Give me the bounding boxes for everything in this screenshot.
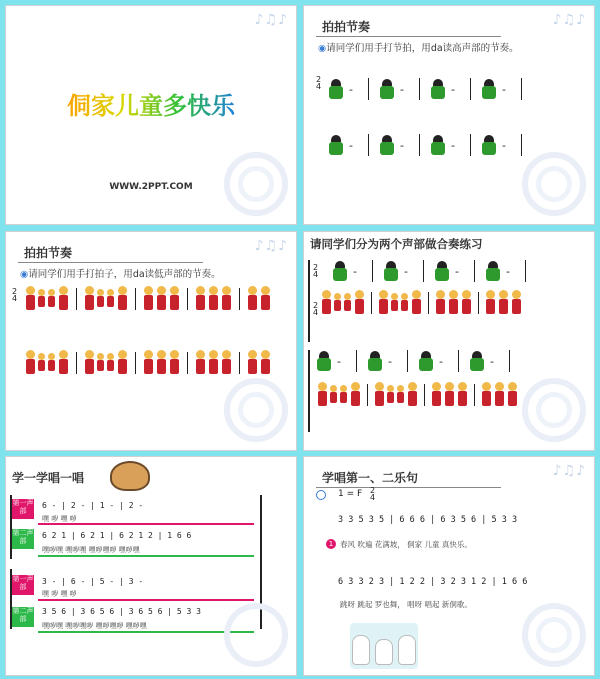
bear-icon xyxy=(208,286,219,312)
barline xyxy=(239,352,240,374)
barline xyxy=(478,292,479,314)
barline xyxy=(76,352,77,374)
dash: - xyxy=(400,82,404,96)
watermark-logo-inner xyxy=(536,166,572,202)
notes-row-3: 3 - | 6 - | 5 - | 3 - xyxy=(42,577,144,586)
bullet-circle-icon xyxy=(316,490,326,500)
watermark-logo-inner xyxy=(536,617,572,653)
bear-icon xyxy=(260,286,271,312)
watermark-logo-inner xyxy=(238,392,274,428)
part2-staff-line xyxy=(38,555,254,557)
bear-icon xyxy=(401,293,409,313)
bear-icon xyxy=(344,293,352,313)
dash: - xyxy=(506,264,510,278)
instruction-prefix: 请同学们用手打节拍，用 xyxy=(326,43,431,54)
bear-icon xyxy=(494,382,505,408)
dash: - xyxy=(353,264,357,278)
part1-staff-line xyxy=(38,599,254,601)
bear-icon xyxy=(58,286,69,312)
barline xyxy=(135,352,136,374)
notes-row-2: 6 2 1 | 6 2 1 | 6 2 1 2 | 1 6 6 xyxy=(42,531,192,540)
lyrics-row-4: 嘿哕嘿 嘿哕嘿哕 嘿哕嘿哕 嘿哕嘿 xyxy=(42,622,147,630)
bear-icon xyxy=(117,286,128,312)
time-signature: 2 4 xyxy=(12,287,18,303)
frog-icon xyxy=(434,261,450,281)
barline xyxy=(407,350,408,372)
barline xyxy=(356,350,357,372)
section-title: 拍拍节奏 xyxy=(322,20,371,34)
bear-icon xyxy=(374,382,385,408)
bear-icon xyxy=(38,289,46,309)
dash: - xyxy=(502,82,506,96)
barline xyxy=(135,288,136,310)
part1-label: 第一声部 xyxy=(12,499,34,519)
bear-icon xyxy=(48,289,56,309)
bear-icon xyxy=(97,353,105,373)
system-bracket xyxy=(308,260,310,342)
frog-icon xyxy=(379,135,395,155)
slide-1-title[interactable] xyxy=(5,5,297,225)
barline xyxy=(372,260,373,282)
ensemble-low-row-2 xyxy=(316,382,519,408)
site-url: WWW.2PPT.COM xyxy=(109,182,193,192)
bear-icon xyxy=(208,350,219,376)
melody-line-1: 3 3 5 3 5 | 6 6 6 | 6 3 5 6 | 5 3 3 xyxy=(338,515,518,525)
bear-icon xyxy=(334,293,342,313)
bear-icon xyxy=(507,382,518,408)
rhythm-row-1 xyxy=(24,286,272,312)
bear-icon xyxy=(195,350,206,376)
bear-icon xyxy=(498,290,509,316)
dash: - xyxy=(337,354,341,368)
frog-icon xyxy=(383,261,399,281)
instruction-syllable: da xyxy=(430,43,443,54)
bear-icon xyxy=(321,290,332,316)
bear-icon xyxy=(317,382,328,408)
frog-icon xyxy=(367,351,383,371)
bear-icon xyxy=(107,289,115,309)
barline xyxy=(187,288,188,310)
bear-icon xyxy=(25,350,36,376)
frog-icon xyxy=(328,135,344,155)
slide-2-rhythm-high[interactable] xyxy=(303,5,595,225)
frog-icon xyxy=(316,351,332,371)
watermark-logo-inner xyxy=(238,166,274,202)
barline xyxy=(428,292,429,314)
lyrics-line-1: 春风 吹遍 花满坡， 侗家 儿童 真快乐。 xyxy=(340,540,472,549)
bear-icon xyxy=(247,350,258,376)
barline xyxy=(371,292,372,314)
time-signature: 2 4 xyxy=(316,75,322,91)
barline xyxy=(474,260,475,282)
bear-icon xyxy=(511,290,522,316)
slide-6-phrases[interactable] xyxy=(303,456,595,676)
lyrics-row-3: 嘿 哕 嘿 哕 xyxy=(42,590,77,598)
melody-line-2: 6 3 3 2 3 | 1 2 2 | 3 2 3 1 2 | 1 6 6 xyxy=(338,577,528,587)
watermark-logo-inner xyxy=(536,392,572,428)
bear-icon xyxy=(485,290,496,316)
bear-icon xyxy=(397,385,405,405)
title-underline xyxy=(18,262,203,263)
bear-icon xyxy=(260,350,271,376)
barline xyxy=(187,352,188,374)
barline xyxy=(474,384,475,406)
barline xyxy=(423,260,424,282)
key-signature: 1 = F xyxy=(338,489,363,499)
instruction-suffix: 读低声部的节奏。 xyxy=(144,269,221,280)
bear-icon xyxy=(407,382,418,408)
bear-icon xyxy=(143,350,154,376)
notes-row-1: 6 - | 2 - | 1 - | 2 - xyxy=(42,501,144,510)
barline xyxy=(368,78,369,100)
bullet-icon: ◉ xyxy=(318,43,327,54)
time-signature: 2 4 xyxy=(313,301,319,317)
lyrics-line-2: 跳呀 跳起 罗也舞， 唱呀 唱起 新侗歌。 xyxy=(340,600,472,609)
bear-icon xyxy=(435,290,446,316)
music-notes-decoration: ♪♫♪ xyxy=(254,12,288,28)
dash: - xyxy=(439,354,443,368)
part2-staff-line xyxy=(38,631,254,633)
watermark-logo xyxy=(224,603,288,667)
time-signature: 2 4 xyxy=(370,486,376,502)
bear-icon xyxy=(457,382,468,408)
section-title: 请同学们分为两个声部做合奏练习 xyxy=(310,237,483,251)
dash: - xyxy=(451,82,455,96)
lyrics-row-2: 嘿哕嘿 嘿哕嘿 嘿哕嘿哕 嘿哕嘿 xyxy=(42,546,140,554)
bear-icon xyxy=(156,286,167,312)
bear-icon xyxy=(461,290,472,316)
bear-icon xyxy=(481,382,492,408)
slide-5-learn-sing[interactable] xyxy=(5,456,297,676)
dash: - xyxy=(349,138,353,152)
bear-icon xyxy=(156,350,167,376)
barline xyxy=(424,384,425,406)
music-notes-decoration: ♪♫♪ xyxy=(552,463,586,479)
frog-icon xyxy=(485,261,501,281)
bear-icon xyxy=(97,289,105,309)
frog-icon xyxy=(328,79,344,99)
bear-icon xyxy=(48,353,56,373)
barline xyxy=(525,260,526,282)
instruction-text xyxy=(318,40,519,54)
barline xyxy=(367,384,368,406)
frog-icon xyxy=(332,261,348,281)
barline xyxy=(239,288,240,310)
bear-icon xyxy=(431,382,442,408)
bear-icon xyxy=(378,290,389,316)
rhythm-row-2 xyxy=(328,134,532,156)
bear-icon xyxy=(330,385,338,405)
barline xyxy=(458,350,459,372)
system-bracket xyxy=(308,350,310,432)
frog-icon xyxy=(481,79,497,99)
lyrics-row-1: 嘿 哕 嘿 哕 xyxy=(42,515,77,523)
barline xyxy=(509,350,510,372)
bear-icon xyxy=(195,286,206,312)
bear-icon xyxy=(247,286,258,312)
bear-icon xyxy=(340,385,348,405)
slide-3-rhythm-low[interactable] xyxy=(5,231,297,451)
title-underline xyxy=(316,487,501,488)
ensemble-high-row-2 xyxy=(316,350,520,372)
bear-icon xyxy=(169,286,180,312)
barline xyxy=(368,134,369,156)
cats-illustration-icon xyxy=(350,623,418,669)
section-title: 拍拍节奏 xyxy=(24,246,73,260)
music-notes-decoration: ♪♫♪ xyxy=(552,12,586,28)
instruction-text xyxy=(20,266,221,280)
barline xyxy=(419,78,420,100)
bear-icon xyxy=(58,350,69,376)
dash: - xyxy=(502,138,506,152)
bear-icon xyxy=(84,286,95,312)
frog-icon xyxy=(379,79,395,99)
frog-icon xyxy=(481,135,497,155)
rhythm-row-2 xyxy=(24,350,272,376)
title-underline xyxy=(316,36,501,37)
slide-4-ensemble[interactable] xyxy=(303,231,595,451)
frog-icon xyxy=(430,135,446,155)
barline xyxy=(470,134,471,156)
instruction-syllable: da xyxy=(132,269,145,280)
barline xyxy=(470,78,471,100)
bear-icon xyxy=(387,385,395,405)
dash: - xyxy=(451,138,455,152)
bear-icon xyxy=(107,353,115,373)
bear-icon xyxy=(411,290,422,316)
section-title: 学唱第一、二乐句 xyxy=(322,471,419,485)
music-notes-decoration: ♪♫♪ xyxy=(254,238,288,254)
dash: - xyxy=(400,138,404,152)
barline xyxy=(76,288,77,310)
notes-row-4: 3 5 6 | 3 6 5 6 | 3 6 5 6 | 5 3 3 xyxy=(42,607,201,616)
dash: - xyxy=(490,354,494,368)
section-title: 学一学唱一唱 xyxy=(12,471,85,485)
song-title: 侗家儿童多快乐 xyxy=(6,86,296,121)
bullet-icon: ◉ xyxy=(20,269,29,280)
bear-icon xyxy=(38,353,46,373)
bear-icon xyxy=(221,350,232,376)
bear-icon xyxy=(143,286,154,312)
frog-icon xyxy=(430,79,446,99)
bear-icon xyxy=(350,382,361,408)
bear-icon xyxy=(169,350,180,376)
ensemble-low-row-1 xyxy=(320,290,523,316)
ensemble-high-row-1 xyxy=(332,260,536,282)
part1-label: 第一声部 xyxy=(12,575,34,595)
bear-icon xyxy=(84,350,95,376)
barline xyxy=(521,134,522,156)
bear-icon xyxy=(354,290,365,316)
bear-icon xyxy=(444,382,455,408)
frog-icon xyxy=(469,351,485,371)
bear-icon xyxy=(391,293,399,313)
instruction-suffix: 读高声部的节奏。 xyxy=(442,43,519,54)
instruction-prefix: 请同学们用手打拍子，用 xyxy=(28,269,133,280)
bear-icon xyxy=(448,290,459,316)
rhythm-row-1 xyxy=(328,78,532,100)
dash: - xyxy=(388,354,392,368)
part1-staff-line xyxy=(38,523,254,525)
time-signature: 2 4 xyxy=(313,263,319,279)
bear-icon xyxy=(25,286,36,312)
barline xyxy=(521,78,522,100)
bear-icon xyxy=(117,350,128,376)
raccoon-mascot-icon xyxy=(110,461,150,491)
part2-label: 第二声部 xyxy=(12,529,34,549)
verse-number-badge: 1 xyxy=(326,539,336,549)
bear-icon xyxy=(221,286,232,312)
barline xyxy=(419,134,420,156)
frog-icon xyxy=(418,351,434,371)
dash: - xyxy=(349,82,353,96)
dash: - xyxy=(455,264,459,278)
part2-label: 第二声部 xyxy=(12,607,34,627)
dash: - xyxy=(404,264,408,278)
